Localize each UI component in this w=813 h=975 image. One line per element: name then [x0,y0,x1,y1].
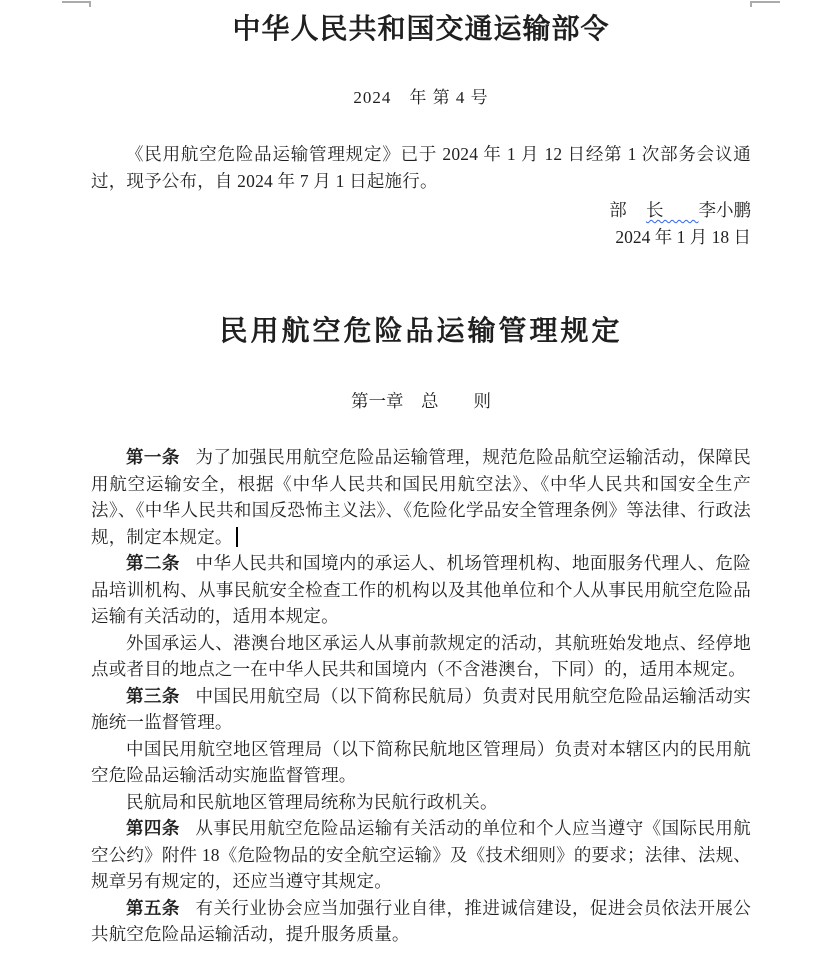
article-1-label: 第一条 [126,447,180,467]
article-5-text: 有关行业协会应当加强行业自律，推进诚信建设，促进会员依法开展公共航空危险品运输活动，提升服务质量。 [91,897,751,944]
article-3-label: 第三条 [126,685,180,706]
regulation-articles [91,444,751,948]
article-3-paragraph-2-text: 中国民用航空地区管理局（以下简称民航地区管理局）负责对本辖区内的民用航空危险品运输活动实施监督管理。 [91,738,751,785]
article-2-paragraph[interactable] [91,550,751,630]
page-corner-mark-left [62,1,91,7]
article-3-paragraph-2[interactable] [91,736,751,789]
article-2-label: 第二条 [126,553,180,573]
text-cursor [236,527,238,547]
chapter-one-heading[interactable]: 第一章 总 则 [351,391,491,411]
article-4-label: 第四条 [126,818,180,838]
minister-title-flagged-spellcheck: 长 [646,200,699,220]
article-3-text: 中国民用航空局（以下简称民航局）负责对民用航空危险品运输活动实施统一监督管理。 [91,685,751,732]
article-4-paragraph[interactable] [91,815,751,895]
decree-issue-number[interactable]: 2024 年 第 4 号 [353,88,489,107]
page-corner-mark-right [750,1,780,7]
article-4-text: 从事民用航空危险品运输有关活动的单位和个人应当遵守《国际民用航空公约》附件 18《危险物品的安全航空运输》及《技术细则》的要求；法律、法规、规章另有规定的，还应当遵守其规定。 [91,818,751,891]
article-3-paragraph-3[interactable] [91,789,751,816]
article-1-paragraph[interactable] [91,444,751,550]
article-3-paragraph[interactable] [91,683,751,736]
regulation-title[interactable]: 民用航空危险品运输管理规定 [219,316,623,347]
decree-announcement-paragraph[interactable]: 《民用航空危险品运输管理规定》已于 2024 年 1 月 12 日经第 1 次部务会议通过，现予公布，自 2024 年 7 月 1 日起施行。 [91,144,751,191]
article-5-paragraph[interactable] [91,895,751,948]
article-1-text: 为了加强民用航空危险品运输管理，规范危险品航空运输活动，保障民用航空运输安全，根据《中华人民共和国民用航空法》、《中华人民共和国安全生产法》、《中华人民共和国反恐怖主义法》、《危险化学品安全管理条例》等法律、行政法规，制定本规定。 [91,447,751,547]
decree-title[interactable]: 中华人民共和国交通运输部令 [232,14,610,45]
document-content [91,0,751,948]
article-3-paragraph-3-text: 民航局和民航地区管理局统称为民航行政机关。 [126,791,498,812]
decree-date[interactable]: 2024 年 1 月 18 日 [615,226,751,247]
article-2-text: 中华人民共和国境内的承运人、机场管理机构、地面服务代理人、危险品培训机构、从事民航安全检查工作的机构以及其他单位和个人从事民用航空危险品运输有关活动的，适用本规定。 [91,553,751,626]
article-2-paragraph-2-text: 外国承运人、港澳台地区承运人从事前款规定的活动，其航班始发地点、经停地点或者目的地点之一在中华人民共和国境内（不含港澳台，下同）的，适用本规定。 [91,632,751,679]
minister-signature-line[interactable] [91,197,751,224]
article-2-paragraph-2[interactable] [91,630,751,683]
article-5-label: 第五条 [126,897,180,918]
minister-name: 李小鹏 [698,200,751,220]
minister-title-prefix: 部 [609,200,627,220]
